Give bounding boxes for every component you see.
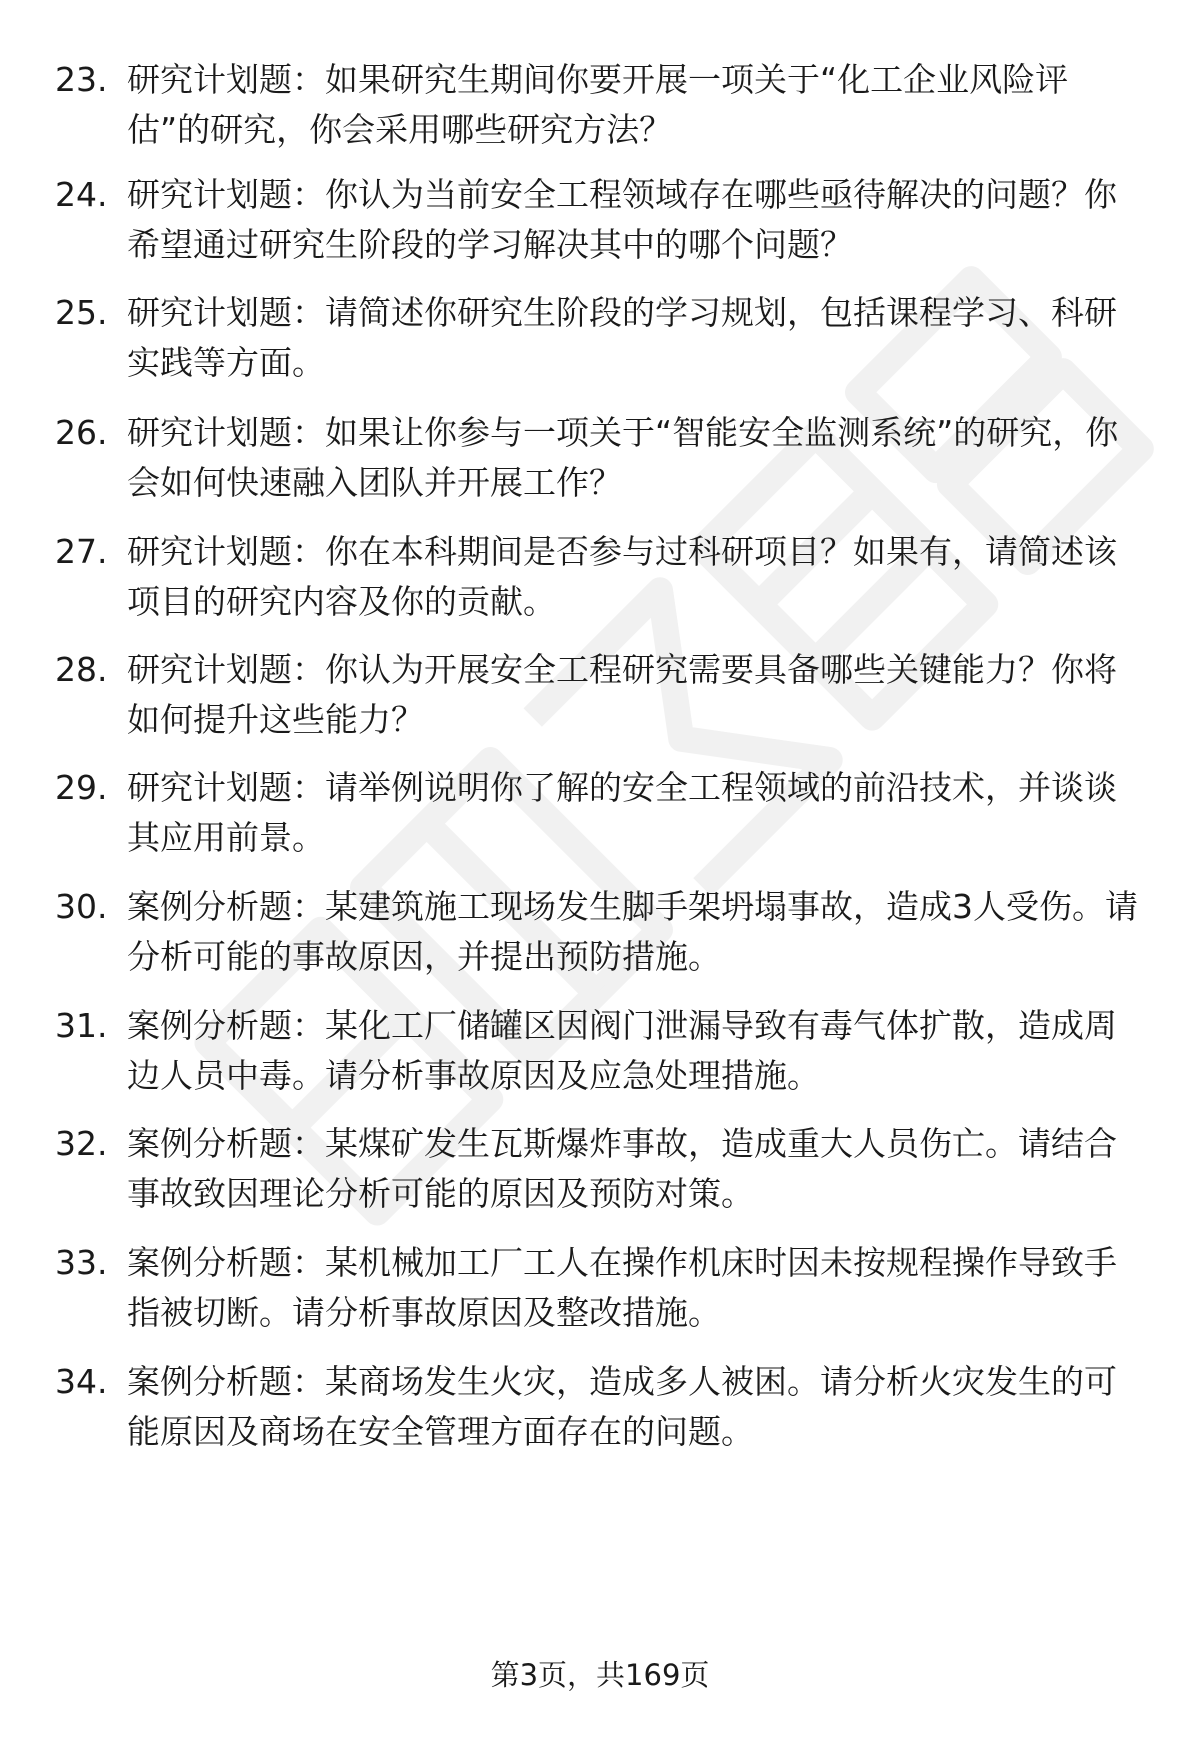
question-item [55,288,1145,398]
question-number: 30. [55,887,108,926]
question-number: 26. [55,413,108,452]
question-item [55,1238,1145,1348]
question-text: 研究计划题：你认为当前安全工程领域存在哪些亟待解决的问题？你希望通过研究生阶段的学习解决其中的哪个问题？ [127,175,1117,264]
question-item [55,55,1145,165]
question-item [55,1357,1145,1467]
question-item [55,1001,1145,1111]
question-item [55,882,1145,992]
question-number: 25. [55,293,108,332]
question-text: 案例分析题：某化工厂储罐区因阀门泄漏导致有毒气体扩散，造成周边人员中毒。请分析事故原因及应急处理措施。 [127,1006,1117,1095]
question-number: 23. [55,60,108,99]
question-text: 研究计划题：请简述你研究生阶段的学习规划，包括课程学习、科研实践等方面。 [127,293,1117,382]
question-number: 34. [55,1362,108,1401]
question-number: 31. [55,1006,108,1045]
question-number: 33. [55,1243,108,1282]
question-number: 29. [55,768,108,807]
question-text: 案例分析题：某煤矿发生瓦斯爆炸事故，造成重大人员伤亡。请结合事故致因理论分析可能的原因及预防对策。 [127,1124,1117,1213]
question-number: 28. [55,650,108,689]
page-indicator: 第3页，共169页 [490,1658,710,1692]
question-number: 27. [55,532,108,571]
question-text: 研究计划题：请举例说明你了解的安全工程领域的前沿技术，并谈谈其应用前景。 [127,768,1117,857]
question-number: 24. [55,175,108,214]
question-text: 研究计划题：你在本科期间是否参与过科研项目？如果有，请简述该项目的研究内容及你的贡献。 [127,532,1117,621]
question-item [55,408,1145,518]
question-number: 32. [55,1124,108,1163]
question-text: 案例分析题：某建筑施工现场发生脚手架坍塌事故，造成3人受伤。请分析可能的事故原因，并提出预防措施。 [127,887,1138,976]
question-text: 案例分析题：某商场发生火灾，造成多人被困。请分析火灾发生的可能原因及商场在安全管理方面存在的问题。 [127,1362,1117,1451]
question-text: 研究计划题：你认为开展安全工程研究需要具备哪些关键能力？你将如何提升这些能力？ [127,650,1117,739]
question-text: 案例分析题：某机械加工厂工人在操作机床时因未按规程操作导致手指被切断。请分析事故原因及整改措施。 [127,1243,1117,1332]
question-item [55,1119,1145,1229]
question-item [55,170,1145,280]
question-item [55,645,1145,755]
question-text: 研究计划题：如果研究生期间你要开展一项关于“化工企业风险评估”的研究，你会采用哪些研究方法？ [127,60,1069,149]
question-text: 研究计划题：如果让你参与一项关于“智能安全监测系统”的研究，你会如何快速融入团队并开展工作？ [127,413,1119,502]
question-item [55,763,1145,873]
question-item [55,527,1145,637]
